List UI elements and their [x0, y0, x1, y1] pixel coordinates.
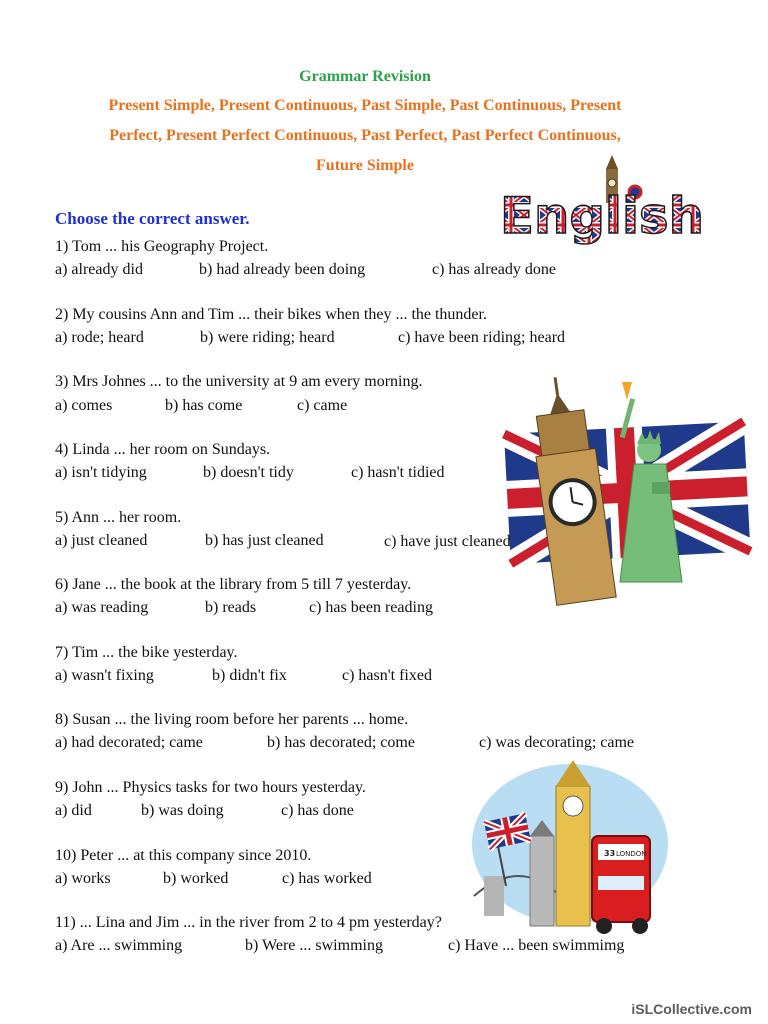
question-8: 8) Susan ... the living room before her parents ... home. [55, 711, 409, 728]
option-11b: b) Were ... swimming [245, 937, 383, 954]
option-7c: c) hasn't fixed [342, 667, 432, 684]
option-11a: a) Are ... swimming [55, 937, 183, 954]
option-2b: b) were riding; heard [200, 329, 335, 346]
option-4c: c) hasn't tidied [351, 464, 445, 481]
instruction: Choose the correct answer. [55, 209, 250, 228]
bus-number: 33 [604, 849, 616, 858]
tenses-line-3: Future Simple [316, 157, 414, 174]
logo-text: English [500, 187, 704, 245]
question-4: 4) Linda ... her room on Sundays. [55, 441, 271, 458]
option-8c: c) was decorating; came [479, 734, 635, 751]
option-2a: a) rode; heard [55, 329, 144, 346]
option-8b: b) has decorated; come [267, 734, 415, 751]
question-6: 6) Jane ... the book at the library from 5 till 7 yesterday. [55, 576, 412, 593]
option-6a: a) was reading [55, 599, 149, 616]
option-3a: a) comes [55, 397, 113, 414]
option-5b: b) has just cleaned [205, 532, 324, 549]
option-8a: a) had decorated; came [55, 734, 203, 751]
watermark: iSLCollective.com [631, 1001, 752, 1017]
option-7b: b) didn't fix [212, 667, 287, 684]
london-illustration [470, 756, 670, 946]
question-3: 3) Mrs Johnes ... to the university at 9 am every morning. [55, 373, 423, 390]
option-7a: a) wasn't fixing [55, 667, 154, 684]
option-9c: c) has done [281, 802, 354, 819]
option-3c: c) came [297, 397, 348, 414]
option-5a: a) just cleaned [55, 532, 148, 549]
english-logo [498, 155, 710, 245]
question-1: 1) Tom ... his Geography Project. [55, 238, 269, 255]
tenses-line-2: Perfect, Present Perfect Continuous, Past Perfect, Past Perfect Continuous, [109, 127, 621, 144]
option-5c: c) have just cleaned [384, 533, 511, 550]
option-6c: c) has been reading [309, 599, 433, 616]
option-6b: b) reads [205, 599, 257, 616]
option-11c: c) Have ... been swimmimg [448, 937, 625, 954]
option-3b: b) has come [165, 397, 243, 414]
option-1c: c) has already done [432, 261, 556, 278]
option-10a: a) works [55, 870, 111, 887]
question-9: 9) John ... Physics tasks for two hours yesterday. [55, 779, 366, 796]
option-9a: a) did [55, 802, 92, 819]
option-2c: c) have been riding; heard [398, 329, 566, 346]
bus-destination: LONDON [616, 850, 647, 858]
option-10b: b) worked [163, 870, 229, 887]
question-10: 10) Peter ... at this company since 2010. [55, 847, 312, 864]
option-1b: b) had already been doing [199, 261, 366, 278]
option-9b: b) was doing [141, 802, 224, 819]
option-4b: b) doesn't tidy [203, 464, 294, 481]
option-4a: a) isn't tidying [55, 464, 147, 481]
bigben-liberty-illustration [474, 372, 764, 612]
question-7: 7) Tim ... the bike yesterday. [55, 644, 238, 661]
worksheet-title: Grammar Revision [299, 68, 431, 85]
option-1a: a) already did [55, 261, 143, 278]
tenses-line-1: Present Simple, Present Continuous, Past Simple, Past Continuous, Present [108, 97, 622, 114]
question-2: 2) My cousins Ann and Tim ... their bikes when they ... the thunder. [55, 306, 487, 323]
question-5: 5) Ann ... her room. [55, 509, 182, 526]
option-10c: c) has worked [282, 870, 372, 887]
question-11: 11) ... Lina and Jim ... in the river from 2 to 4 pm yesterday? [55, 914, 442, 931]
